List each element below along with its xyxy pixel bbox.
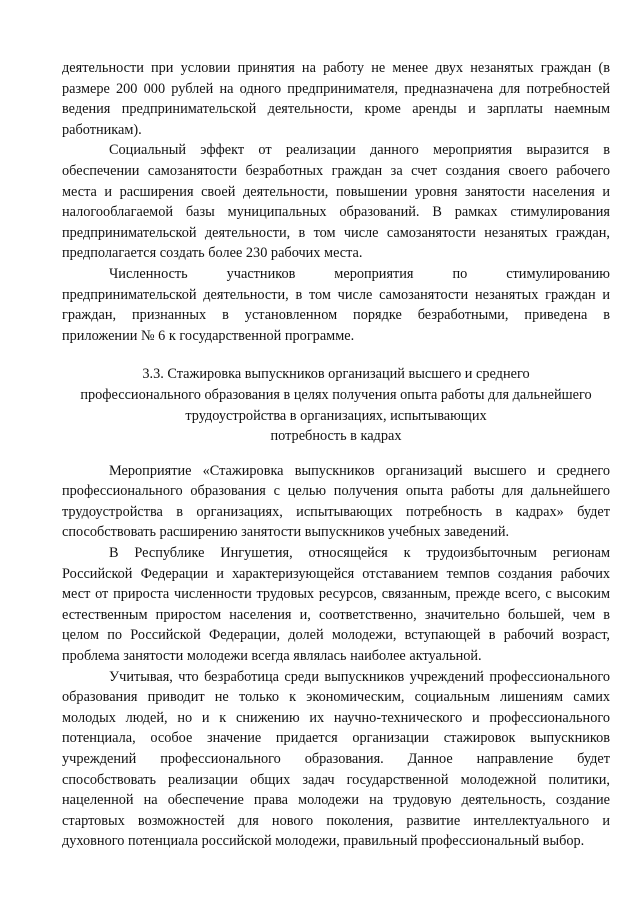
text-line: мест от прироста численности трудовых ресурсов, связанным, прежде всего, с высоким: [62, 586, 610, 603]
text-line: места и расширения своей деятельности, повышении уровня занятости населения и: [62, 183, 610, 200]
text-line: Социальный эффект от реализации данного мероприятия выразится в: [109, 142, 610, 159]
text-line: работникам).: [62, 121, 142, 138]
text-line: проблема занятости молодежи всегда являлась наиболее актуальной.: [62, 648, 482, 665]
spacer: [62, 447, 610, 461]
text-line: профессионального образования с целью получения опыта работы для дальнейшего: [62, 483, 610, 500]
text-line: деятельности при условии принятия на работу не менее двух незанятых граждан (в: [62, 60, 610, 76]
spacer: [62, 346, 610, 364]
paragraph-4: [62, 461, 610, 543]
heading-line: профессионального образования в целях получения опыта работы для дальнейшего: [80, 386, 592, 403]
text-line: целом по Российской Федерации, долей молодежи, вступающей в рабочий возраст,: [62, 627, 610, 644]
text-line: предполагается создать более 230 рабочих места.: [62, 245, 363, 262]
text-line: ведения предпринимательской деятельности, кроме аренды и зарплаты наемным: [62, 101, 610, 118]
text-line: обеспечении самозанятости безработных граждан за счет создания своего рабочего: [62, 162, 610, 179]
text-line: Мероприятие «Стажировка выпускников организаций высшего и среднего: [109, 462, 610, 479]
text-line: потенциала, особое значение придается организации стажировок выпускников: [62, 730, 610, 747]
document-page: [62, 58, 610, 852]
text-line: учреждений профессионального образования. Данное направление будет: [62, 751, 610, 767]
section-heading: [62, 364, 610, 446]
text-line: стартовых возможностей для нового поколения, развитие интеллектуального и: [62, 812, 610, 829]
text-line: Учитывая, что безработица среди выпускников учреждений профессионального: [109, 668, 610, 685]
text-line: молодых людей, но и к снижению их научно-технического и профессионального: [62, 709, 610, 726]
heading-line: трудоустройства в организациях, испытывающих: [185, 407, 487, 424]
heading-line: 3.3. Стажировка выпускников организаций высшего и среднего: [142, 366, 530, 383]
paragraph-3: [62, 264, 610, 346]
text-line: нацеленной на обеспечение права молодежи на трудовую деятельность, создание: [62, 792, 610, 809]
paragraph-1: [62, 58, 610, 140]
text-line: способствовать расширению занятости выпускников учебных заведений.: [62, 524, 510, 541]
text-line: граждан, признанных в установленном порядке безработными, приведена в: [62, 307, 610, 324]
paragraph-6: [62, 667, 610, 852]
text-line: приложении № 6 к государственной программе.: [62, 327, 355, 344]
text-line: налогооблагаемой базы муниципальных образований. В рамках стимулирования: [62, 204, 610, 221]
text-line: предпринимательской деятельности, в том числе самозанятости незанятых граждан и: [62, 286, 610, 303]
text-line: трудоустройства в организациях, испытывающих потребность в кадрах» будет: [62, 503, 610, 520]
text-line: Численность участников мероприятия по стимулированию: [109, 265, 610, 282]
paragraph-2: [62, 140, 610, 264]
text-line: размере 200 000 рублей на одного предпринимателя, предназначена для потребностей: [62, 80, 610, 97]
text-line: духовного потенциала российской молодежи, правильный профессиональный выбор.: [62, 833, 585, 850]
text-line: предпринимательской деятельности, в том числе самозанятости незанятых граждан,: [62, 224, 610, 241]
text-line: Российской Федерации и характеризующейся отставанием темпов создания рабочих: [62, 565, 610, 582]
text-line: способствовать реализации общих задач государственной молодежной политики,: [62, 771, 610, 788]
text-line: В Республике Ингушетия, относящейся к трудоизбыточным регионам: [109, 545, 610, 562]
paragraph-5: [62, 543, 610, 667]
text-line: естественным приростом населения и, соответственно, значительно большей, чем в: [62, 606, 610, 623]
heading-line: потребность в кадрах: [270, 428, 402, 445]
text-line: образования приводит не только к экономическим, социальным лишениям самих: [62, 689, 610, 706]
